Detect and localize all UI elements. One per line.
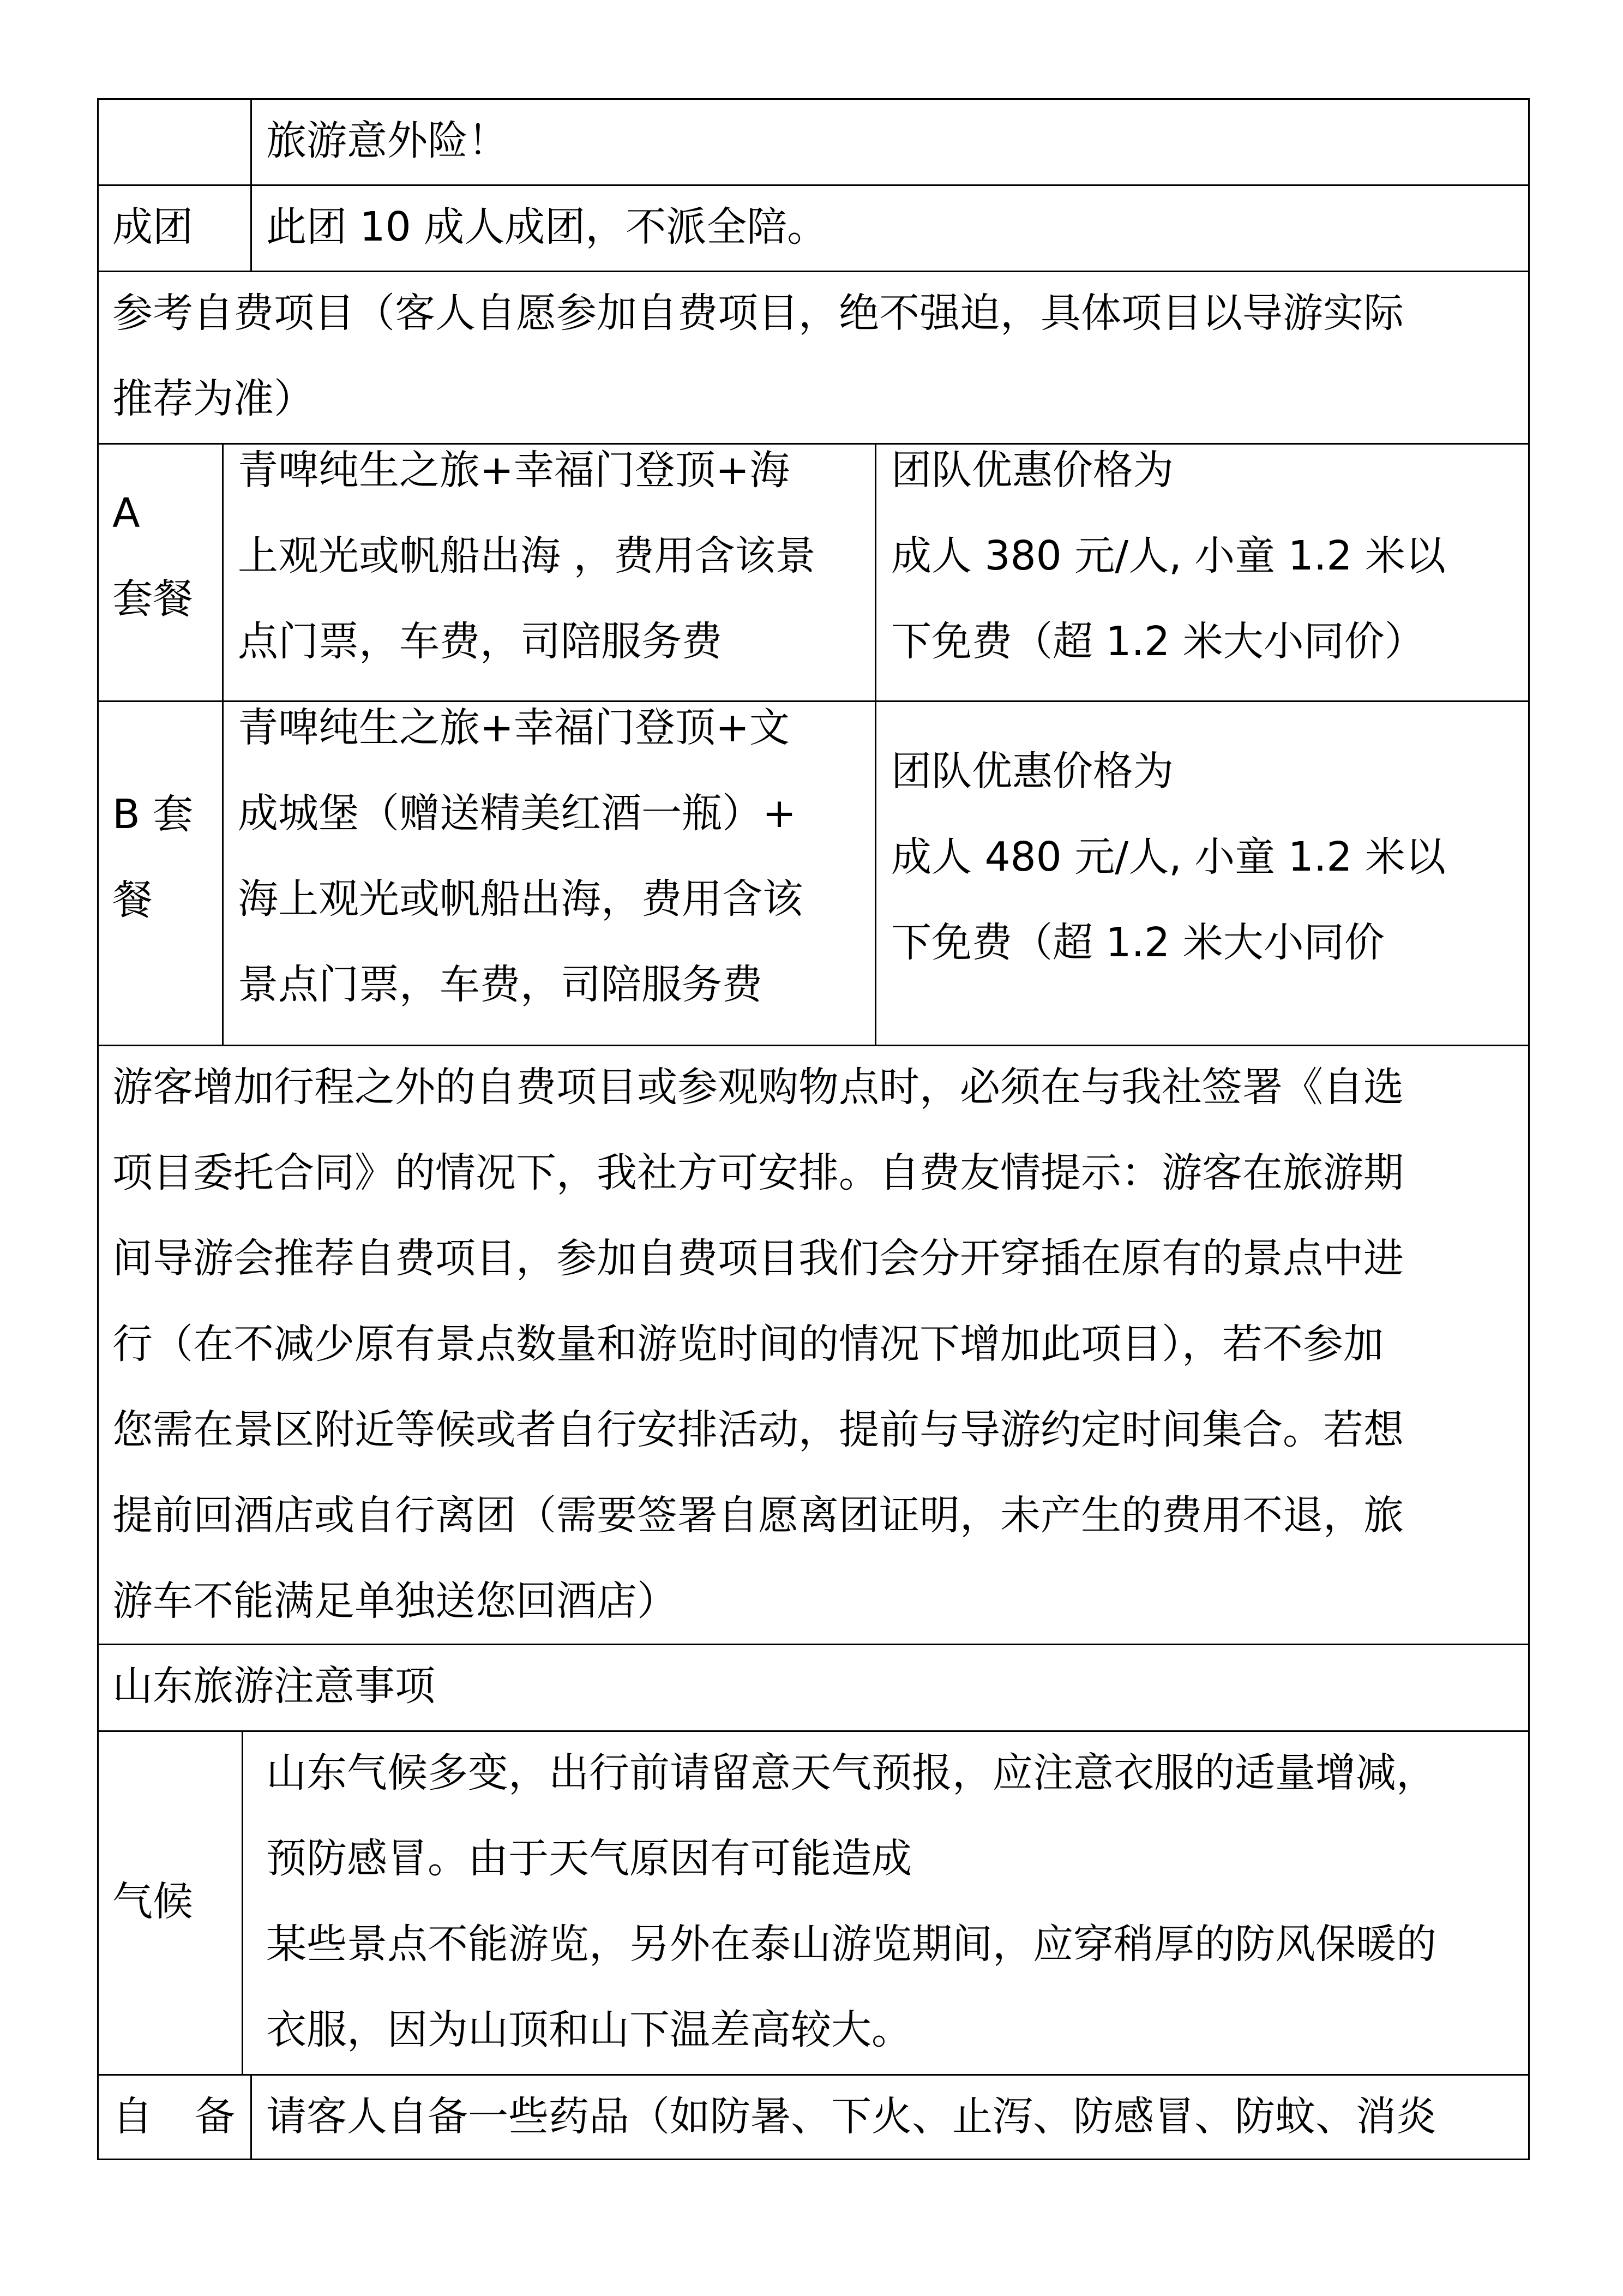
self-prepare-label: 自 备 [112,2093,235,2140]
package-b-description: 青啤纯生之旅+幸福门登顶+文 成城堡（赠送精美红酒一瓶）+ 海上观光或帆船出海，费用含该 景点门票，车费，司陪服务费 [238,704,803,1008]
self-prepare-text: 请客人自备一些药品（如防暑、下火、止泻、防感冒、防蚊、消炎 [266,2093,1436,2140]
table-rule [242,1730,243,2074]
shandong-notes-header: 山东旅游注意事项 [112,1663,435,1710]
climate-label: 气候 [112,1878,193,1925]
table-rule [97,2159,1530,2160]
package-b-label: B 套 餐 [112,791,194,924]
table-rule [1528,98,1530,2160]
table-rule [97,98,99,2160]
itinerary-notes-table [97,98,1530,2160]
package-b-price: 团队优惠价格为 成人 480 元/人, 小童 1.2 米以 下免费（超 1.2 米大小同价 [891,748,1446,966]
insurance-text: 旅游意外险！ [266,117,508,164]
package-a-description: 青啤纯生之旅+幸福门登顶+海 上观光或帆船出海 ，费用含该景 点门票，车费，司陪服务费 [238,447,816,665]
climate-text: 山东气候多变，出行前请留意天气预报，应注意衣服的适量增减， 预防感冒。由于天气原因有可能造成 某些景点不能游览，另外在泰山游览期间，应穿稍厚的防风保暖的 衣服，因为山顶和山下温差高较大。 [266,1749,1436,2053]
package-a-label: A 套餐 [112,490,193,622]
group-label: 成团 [112,203,193,250]
package-a-price: 团队优惠价格为 成人 380 元/人, 小童 1.2 米以 下免费（超 1.2 米大小同价） [891,447,1446,665]
optional-items-notice: 游客增加行程之外的自费项目或参观购物点时，必须在与我社签署《自选 项目委托合同》的情况下，我社方可安排。自费友情提示：游客在旅游期 间导游会推荐自费项目，参加自费项目我们会分开穿插在原有的景点中进 行（在不减少原有景点数量和游览时间的情况下增加此项目），若不参加 您需在景区附近等候或者自行安排活动，提前与导游约定时间集合。若想 提前回酒店或自行离团（需要签署自愿离团证明，未产生的费用不退，旅 游车不能满足单独送您回酒店） [112,1064,1404,1624]
table-rule [250,2074,252,2160]
table-rule [222,443,224,1045]
group-text: 此团 10 成人成团，不派全陪。 [266,203,828,250]
optional-items-header: 参考自费项目（客人自愿参加自费项目，绝不强迫，具体项目以导游实际 推荐为准） [112,290,1404,422]
table-rule [250,98,252,271]
table-rule [875,443,876,1045]
